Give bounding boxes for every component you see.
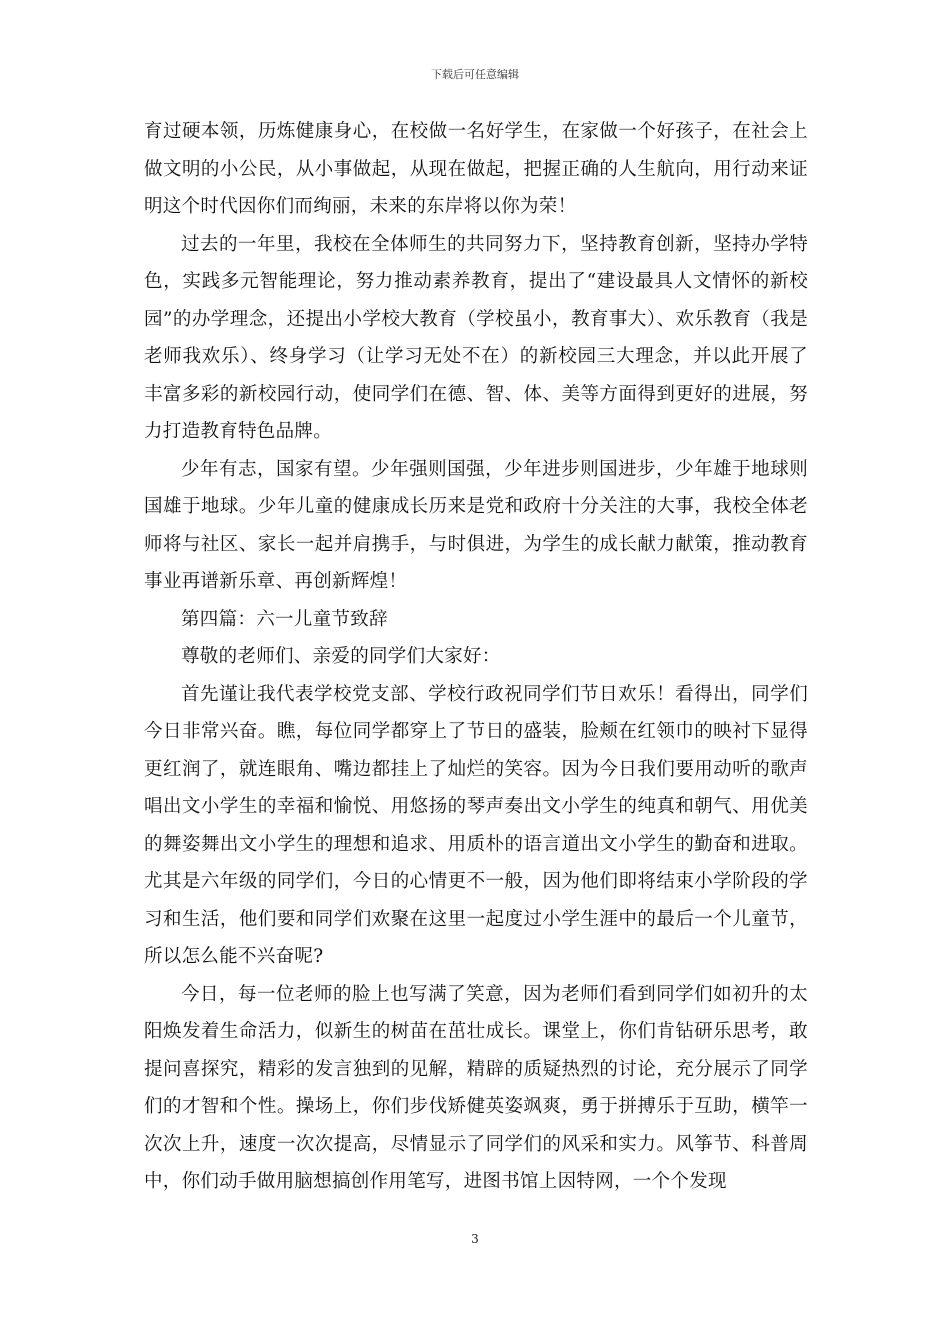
page-number: 3: [471, 1232, 479, 1246]
paragraph-youth-aspiration: 少年有志，国家有望。少年强则国强，少年进步则国进步，少年雄于地球则国雄于地球。少年儿童的健康成长历来是党和政府十分关注的大事，我校全体老师将与社区、家长一起并肩携手，与时俱进，为学生的成长献力献策，推动教育事业再谱新乐章、再创新辉煌！: [144, 458, 808, 592]
paragraph-school-achievements: 过去的一年里，我校在全体师生的共同努力下，坚持教育创新，坚持办学特色，实践多元智能理论，努力推动素养教育，提出了“建设最具人文情怀的新校园”的办学理念，还提出小学校大教育（学校虽小，教育事大）、欢乐教育（我是老师我欢乐）、终身学习（让学习无处不在）的新校园三大理念，并以此开展了丰富多彩的新校园行动，使同学们在德、智、体、美等方面得到更好的进展，努力打造教育特色品牌。: [144, 233, 808, 442]
paragraph-greeting: 首先谨让我代表学校党支部、学校行政祝同学们节日欢乐！看得出，同学们今日非常兴奋。瞧，每位同学都穿上了节日的盛装，脸颊在红领巾的映衬下显得更红润了，就连眼角、嘴边都挂上了灿烂的笑容。因为今日我们要用动听的歌声唱出文小学生的幸福和愉悦、用悠扬的琴声奏出文小学生的纯真和朝气、用优美的舞姿舞出文小学生的理想和追求、用质朴的语言道出文小学生的勤奋和进取。尤其是六年级的同学们，今日的心情更不一般，因为他们即将结束小学阶段的学习和生活，他们要和同学们欢聚在这里一起度过小学生涯中的最后一个儿童节，所以怎么能不兴奋呢?: [144, 683, 808, 967]
page-header: 下载后可任意编辑: [431, 68, 519, 81]
paragraph-continuation: 育过硬本领，历炼健康身心，在校做一名好学生，在家做一个好孩子，在社会上做文明的小公民，从小事做起，从现在做起，把握正确的人生航向，用行动来证明这个时代因你们而绚丽，未来的东岸将以你为荣！: [144, 121, 808, 217]
document-body: [144, 113, 808, 1201]
paragraph-teachers-praise: 今日，每一位老师的脸上也写满了笑意，因为老师们看到同学们如初升的太阳焕发着生命活力，似新生的树苗在茁壮成长。课堂上，你们肯钻研乐思考，敢提问喜探究，精彩的发言独到的见解，精辟的质疑热烈的讨论，充分展示了同学们的才智和个性。操场上，你们步伐矫健英姿飒爽，勇于拼搏乐于互助，横竿一次次上升，速度一次次提高，尽情显示了同学们的风采和实力。风筝节、科普周中，你们动手做用脑想搞创作用笔写，进图书馆上因特网，一个个发现: [144, 983, 808, 1192]
salutation: 尊敬的老师们、亲爱的同学们大家好：: [181, 646, 501, 667]
section-heading: 第四篇：六一儿童节致辞: [181, 608, 388, 630]
